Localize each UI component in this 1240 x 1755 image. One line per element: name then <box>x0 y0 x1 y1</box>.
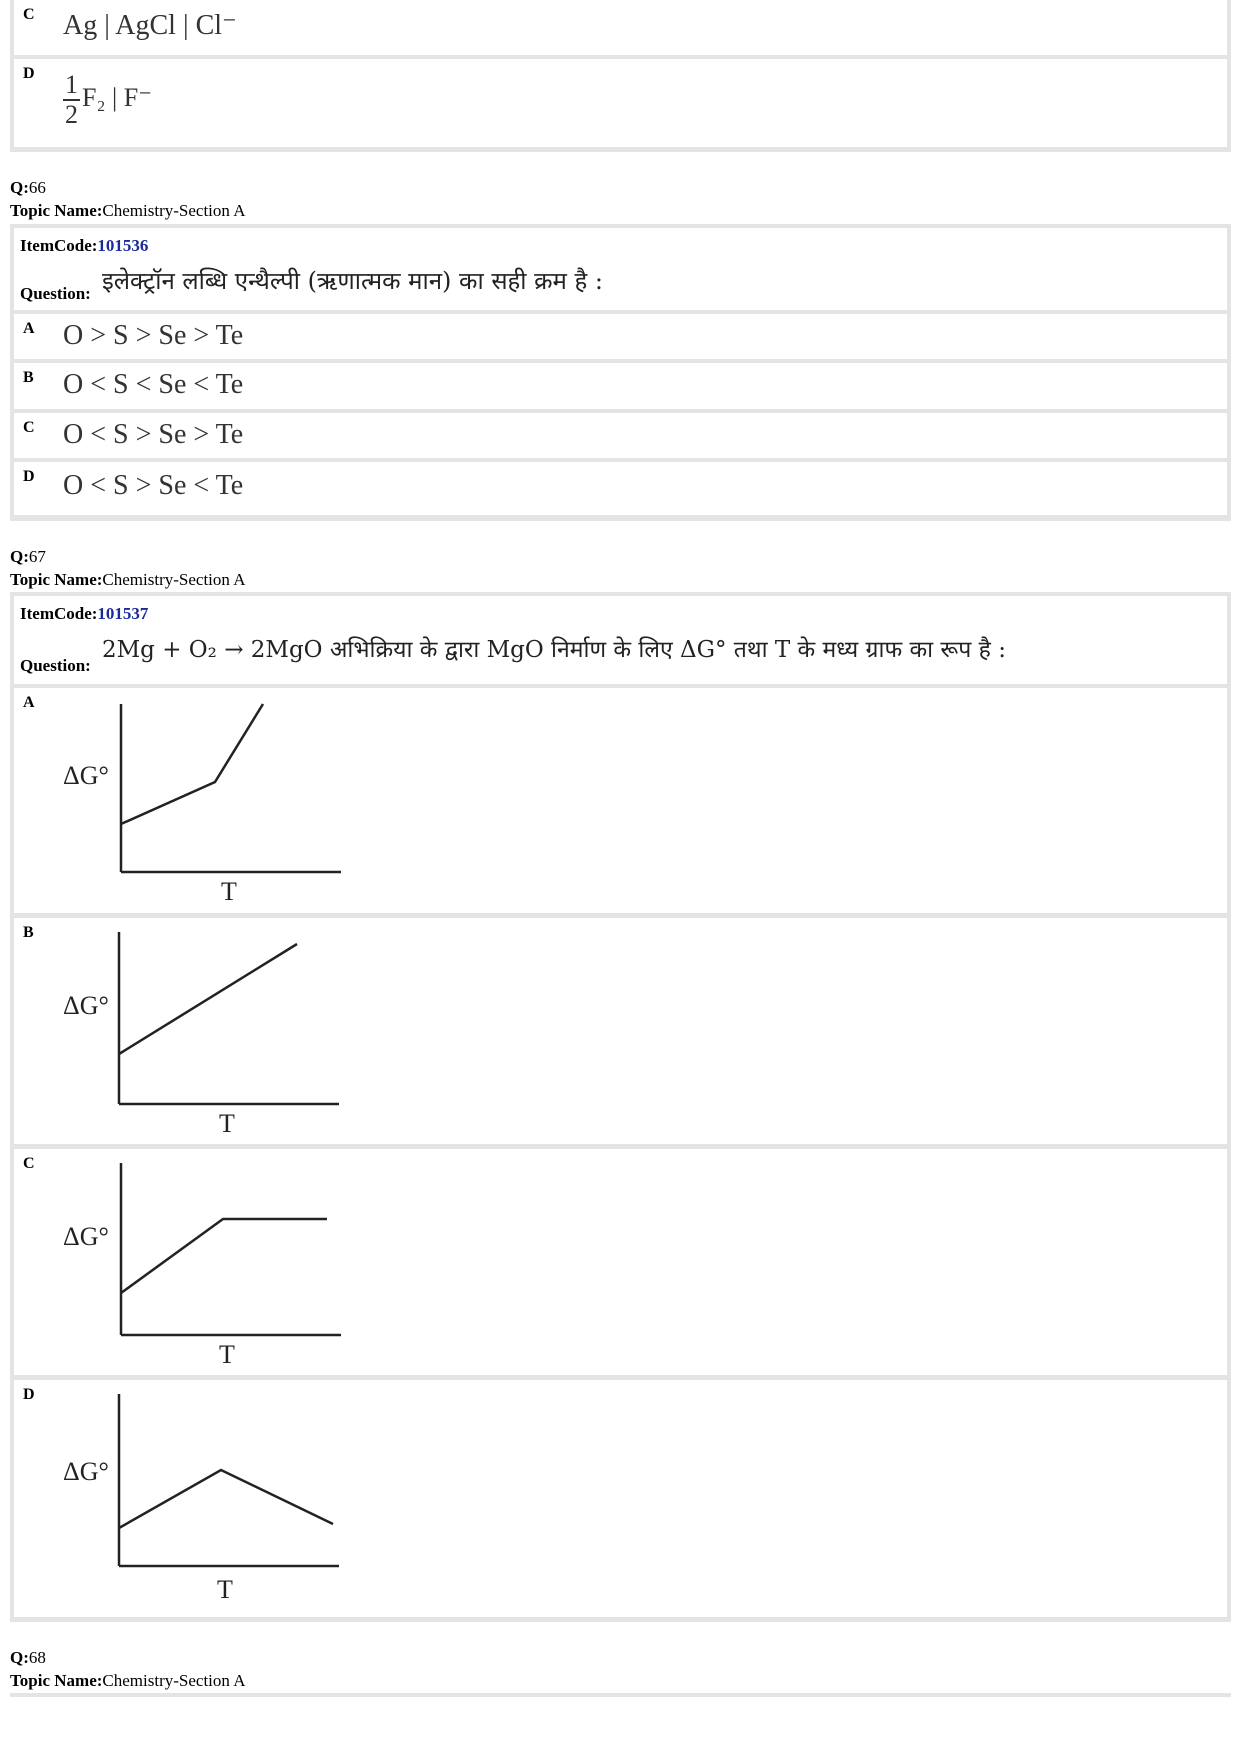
option-content[interactable] <box>49 0 1223 55</box>
option-letter: C <box>18 413 46 458</box>
option-letter: D <box>18 59 46 147</box>
option-content[interactable]: O < S < Se < Te <box>49 363 1223 409</box>
q67-header: Q:67 Topic Name:Chemistry-Section A <box>10 547 246 589</box>
q65-options-box <box>10 0 1231 152</box>
graph-ylabel: ΔG° <box>63 1222 109 1251</box>
option-row-a <box>14 314 1227 359</box>
fraction: $\frac{1}{2}$ <box>65 70 78 129</box>
itemcode-row: ItemCode:101536 <box>14 228 1227 258</box>
option-letter: B <box>18 918 46 1144</box>
q66-box <box>10 224 1231 521</box>
option-content[interactable] <box>49 1149 1223 1375</box>
option-letter: C <box>18 1149 46 1375</box>
option-row-b <box>14 363 1227 409</box>
graph-ylabel: ΔG° <box>63 761 109 790</box>
option-content[interactable]: O < S > Se < Te <box>49 462 1223 515</box>
option-letter: C <box>18 0 46 55</box>
option-row-a <box>14 688 1227 913</box>
graph-xlabel: T <box>221 877 237 906</box>
q67-box <box>10 592 1231 1622</box>
option-letter: D <box>18 1380 46 1617</box>
option-letter: A <box>18 314 46 359</box>
graph-b <box>57 926 347 1138</box>
q68-header: Q:68 Topic Name:Chemistry-Section A <box>10 1648 246 1690</box>
itemcode-row: ItemCode:101537 <box>14 596 1227 626</box>
question-row: Question: 2Mg + O₂ → 2MgO अभिक्रिया के द्वारा MgO निर्माण के लिए ΔG° तथा T के मध्य ग्राफ का रूप है : <box>14 626 1227 684</box>
option-row-d <box>14 462 1227 515</box>
q66-header: Q:66 Topic Name:Chemistry-Section A <box>10 178 246 220</box>
item-code: 101537 <box>97 604 149 623</box>
option-row-d <box>14 1380 1227 1617</box>
option-letter: A <box>18 688 46 913</box>
option-content[interactable] <box>49 59 1223 147</box>
graph-a <box>57 696 347 908</box>
option-text: $\frac{1}{2}$ F₂ | F⁻ <box>65 70 152 129</box>
graph-xlabel: T <box>217 1575 233 1604</box>
option-text: Ag | AgCl | Cl⁻ <box>63 10 237 41</box>
question-row: Question: इलेक्ट्रॉन लब्धि एन्थैल्पी (ऋणात्मक मान) का सही क्रम है : <box>14 258 1227 310</box>
option-row-c <box>14 0 1227 55</box>
graph-xlabel: T <box>219 1109 235 1138</box>
option-content[interactable]: O > S > Se > Te <box>49 314 1223 359</box>
graph-ylabel: ΔG° <box>63 991 109 1020</box>
graph-xlabel: T <box>219 1340 235 1369</box>
option-row-c <box>14 413 1227 458</box>
option-content[interactable]: O < S > Se > Te <box>49 413 1223 458</box>
option-letter: D <box>18 462 46 515</box>
option-content[interactable] <box>49 918 1223 1144</box>
question-text: इलेक्ट्रॉन लब्धि एन्थैल्पी (ऋणात्मक मान) का सही क्रम है : <box>102 267 603 295</box>
item-code: 101536 <box>97 236 149 255</box>
graph-c <box>57 1157 347 1369</box>
graph-d <box>57 1388 347 1608</box>
option-row-d <box>14 59 1227 147</box>
q68-box-top <box>10 1693 1231 1697</box>
option-content[interactable] <box>49 1380 1223 1617</box>
question-text: 2Mg + O₂ → 2MgO अभिक्रिया के द्वारा MgO निर्माण के लिए ΔG° तथा T के मध्य ग्राफ का रूप है : <box>102 637 1006 663</box>
option-row-c <box>14 1149 1227 1375</box>
option-letter: B <box>18 363 46 409</box>
graph-ylabel: ΔG° <box>63 1457 109 1486</box>
option-row-b <box>14 918 1227 1144</box>
option-content[interactable] <box>49 688 1223 913</box>
